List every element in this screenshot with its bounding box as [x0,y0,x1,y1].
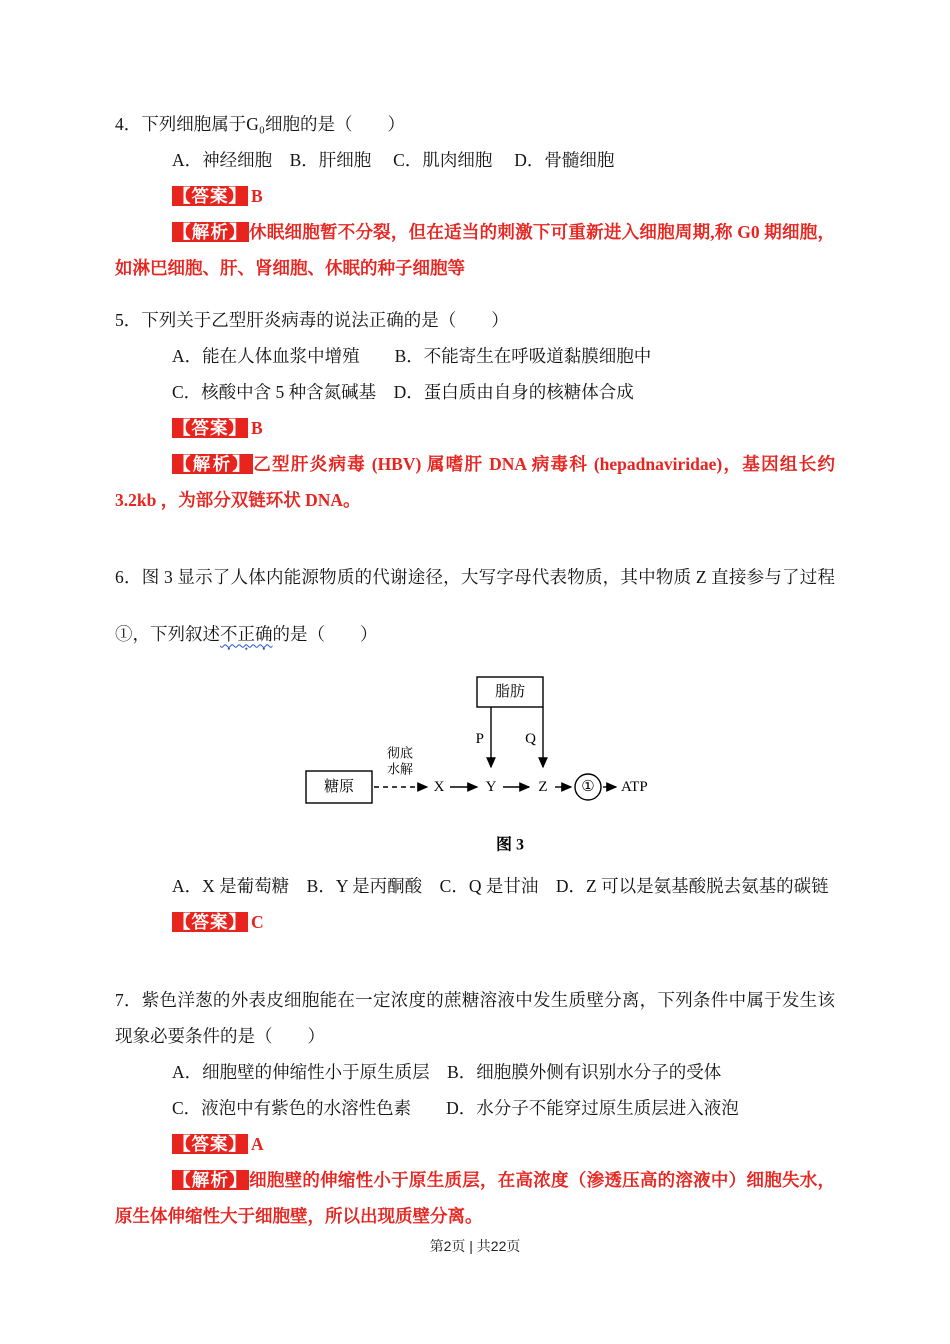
analysis-text: 细胞壁的伸缩性小于原生质层，在高浓度（渗透压高的溶液中）细胞失水，原生体伸缩性大于细胞壁，所以出现质壁分离。 [115,1169,836,1226]
metabolism-pathway-diagram [305,675,835,860]
question-7-analysis-line [115,1162,835,1234]
figure-caption: 图 3 [495,836,525,854]
question-7-options-row-1: A．细胞壁的伸缩性小于原生质层 B．细胞膜外侧有识别水分子的受体 [172,1061,722,1082]
fat-box-label: 脂肪 [494,683,526,700]
node-x-label: X [433,778,445,795]
diagram-figure-3 [305,675,665,860]
hydrolysis-label-line-1: 彻底 [386,745,414,761]
answer-badge: 【答案】 [173,186,247,207]
answer-badge: 【答案】 [173,911,247,932]
answer-letter: A [251,1133,264,1154]
question-6-stem-tail: 的是（ ） [272,623,378,644]
node-z-label: Z [538,778,548,795]
question-5-answer-line [115,410,835,446]
hydrolysis-label-line-2: 水解 [386,761,414,777]
answer-letter: B [251,186,263,207]
answer-letter: B [251,418,263,439]
question-6-answer-line [115,904,835,940]
question-7 [115,982,835,1234]
question-7-answer-line [115,1126,835,1162]
analysis-badge: 【解析】 [173,222,248,243]
process-circle-label: ① [581,778,595,795]
page-number: 第2页 | 共22页 [429,1238,521,1254]
arrow-q-label: Q [525,730,536,747]
question-6-stem-emphasis: 不正确 [220,623,273,644]
question-5-stem: 5．下列关于乙型肝炎病毒的说法正确的是（ ） [115,310,509,331]
analysis-text: 休眠细胞暂不分裂，但在适当的刺激下可重新进入细胞周期,称 G0 期细胞， 如淋巴细胞、肝、肾细胞、休眠的种子细胞等 [115,222,835,279]
question-6-options: A．X 是葡萄糖 B．Y 是丙酮酸 C．Q 是甘油 D．Z 可以是氨基酸脱去氨基的碳链 [172,875,829,896]
arrow-p-label: P [475,730,484,747]
answer-letter: C [251,911,264,932]
question-6 [115,549,835,940]
question-5-options-row-2: C．核酸中含 5 种含氮碱基 D．蛋白质由自身的核糖体合成 [172,382,634,403]
question-6-stem [115,549,835,663]
question-5-options-row-1: A．能在人体血浆中增殖 B．不能寄生在呼吸道黏膜细胞中 [172,346,652,367]
question-5-analysis-line [115,446,835,518]
question-7-options-row-2: C．液泡中有紫色的水溶性色素 D．水分子不能穿过原生质层进入液泡 [172,1097,739,1118]
question-7-stem: 7．紫色洋葱的外表皮细胞能在一定浓度的蔗糖溶液中发生质壁分离，下列条件中属于发生该现象必要条件的是（ ） [115,989,835,1046]
answer-badge: 【答案】 [173,1133,247,1154]
page-footer [0,1236,950,1256]
question-5 [115,302,835,518]
question-4-analysis-line [115,214,835,286]
atp-label: ATP [621,778,648,795]
question-4-options: A．神经细胞 B．肝细胞 C．肌肉细胞 D．骨髓细胞 [172,150,615,171]
analysis-text: 乙型肝炎病毒 (HBV) 属嗜肝 DNA 病毒科 (hepadnaviridae)，基因组长约 3.2kb ，为部分双链环状 DNA。 [115,454,836,511]
glycogen-box-label: 糖原 [323,778,355,795]
analysis-badge: 【解析】 [173,1169,249,1190]
question-6-stem-text: 6．图 3 显示了人体内能源物质的代谢途径，大写字母代表物质，其中物质 Z 直接参与了过程①，下列叙述 [115,566,835,644]
node-y-label: Y [485,778,497,795]
question-4-stem: 4．下列细胞属于G₀细胞的是（ ） [115,114,405,134]
analysis-badge: 【解析】 [173,454,253,475]
question-4 [115,106,835,286]
question-4-answer-line [115,178,835,214]
answer-badge: 【答案】 [173,418,247,439]
